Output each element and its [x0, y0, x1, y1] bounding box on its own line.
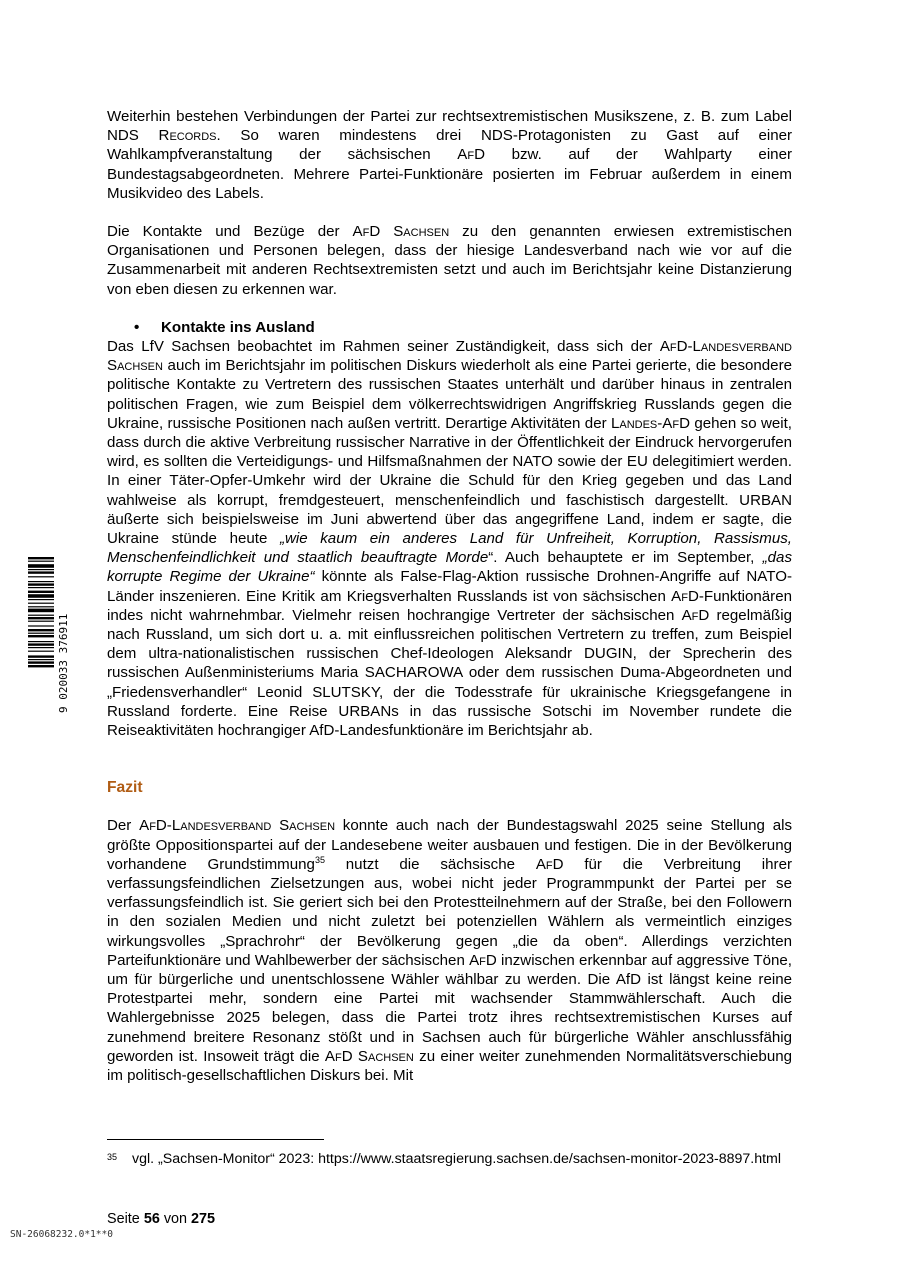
document-id: SN-26068232.0*1**0: [10, 1229, 113, 1240]
heading-kontakte-ausland: • Kontakte ins Ausland: [134, 318, 315, 336]
footnote-number: 35: [107, 1152, 118, 1162]
barcode-bar: [28, 591, 54, 593]
barcode-bar: [28, 641, 54, 642]
barcode-bar: [28, 643, 54, 645]
barcode-bar: [28, 651, 54, 652]
barcode-bar: [28, 621, 54, 622]
barcode-bar: [28, 655, 54, 657]
barcode-bar: [28, 599, 54, 600]
barcode-bar: [28, 647, 54, 648]
barcode-bar: [28, 615, 54, 616]
barcode-icon: [28, 555, 70, 715]
barcode-bar: [28, 625, 54, 626]
paragraph-music-scene: Weiterhin bestehen Verbindungen der Partei zur rechtsextremistischen Musikszene, z. B. zum Label NDS Records. So waren mindestens drei NDS-Protagonisten zu Gast auf einer Wahlkampfveranstaltung der sächsischen AfD bzw. auf der Wahlparty einer Bundestagsabgeordneten. Mehrere Partei-Funktionäre posierten im Februar außerdem in einem Musikvideo des Labels.: [107, 108, 793, 202]
heading-fazit: Fazit: [107, 779, 143, 797]
footnote-reference[interactable]: 35: [314, 854, 325, 865]
barcode-bar: [28, 635, 54, 637]
barcode-bar: [28, 609, 54, 613]
barcode-bar: [28, 583, 54, 585]
main-text: [107, 107, 792, 1085]
paragraph-contacts: Die Kontakte und Bezüge der AfD Sachsen zu den genannten erwiesen extremistischen Organisationen und Personen belegen, dass der hiesige Landesverband nach wie vor auf die Zusammenarbeit mit anderen Rechtsextremisten setzt und auch im Berichtsjahr keine Distanzierung von eben diesen zu erkennen war.: [107, 223, 792, 298]
barcode-bar: [28, 606, 54, 607]
footnote: [107, 1150, 792, 1169]
barcode-bar: [28, 564, 54, 568]
paragraph-fazit: Der AfD-Landesverband Sachsen konnte auch nach der Bundestagswahl 2025 seine Stellung als größte Oppositionspartei auf der Landesebene weiter ausbauen und festigen. Die in der Bevölkerung vorhandene Grundstimmung$^{35}$ nutzt die sächsische AfD für die Verbreitung ihrer verfassungsfeindlichen Zielsetzungen aus, wobei nicht jeder Programmpunkt der Partei per se verfassungsfeindlich ist. Sie geriert sich bei den Protestteilnehmern auf der Straße, bei den Followern in den sozialen Medien und nicht zuletzt bei potenziellen Wählern als vermeintlich einziges wirkungsvolles „Sprachrohr“ der Bevölkerung gegen „die da oben“. Allerdings verzichten Parteifunktionäre und Wahlbewerber der sächsischen AfD inzwischen erkennbar auf aggressive Töne, um für bürgerliche und unentschlossene Wähler wählbar zu werden. Die AfD ist längst keine reine Protestpartei mehr, sondern eine Partei mit wachsender Stammwählerschaft. Auch die Wahlergebnisse 2025 belegen, dass die Partei trotz ihres rechtsextremistischen Kurses auf zunehmend breitere Resonanz stößt und in Sachsen auch für bürgerliche Wähler anschlussfähig geworden ist. Insoweit trägt die AfD Sachsen zu einer weiter zunehmenden Normalitätsverschiebung im politisch-gesellschaftlichen Diskurs bei. Mit: [107, 817, 793, 1084]
barcode-bar: [28, 659, 54, 660]
barcode-bar: [28, 581, 54, 582]
barcode-bar: [28, 571, 54, 573]
bullet-icon: •: [134, 318, 140, 336]
barcode-bar: [28, 665, 54, 667]
barcode-bar: [28, 661, 54, 663]
barcode-bar: [28, 561, 54, 562]
barcode-bar: [28, 557, 54, 559]
barcode-bar: [28, 587, 54, 588]
barcode-bar: [28, 603, 54, 604]
footnote-divider: [107, 1139, 324, 1140]
barcode-bar: [28, 569, 54, 570]
barcode-bar: [28, 617, 54, 619]
paragraph-ausland: Das LfV Sachsen beobachtet im Rahmen seiner Zuständigkeit, dass sich der AfD-Landesverband Sachsen auch im Berichtsjahr im politischen Diskurs wiederholt als eine Partei gerierte, die besondere politische Kontakte zu Vertretern des russischen Staates unterhält und darüber hinaus in zentralen politischen Fragen, wie zum Beispiel dem völkerrechtswidrigen Angriffskrieg Russlands gegen die Ukraine, russische Positionen nach außen vertritt. Derartige Aktivitäten der Landes-AfD gehen so weit, dass durch die aktive Verbreitung russischer Narrative in der Öffentlichkeit der Eindruck hervorgerufen wird, es sollten die Verteidigungs- und Hilfsmaßnahmen der NATO sowie der EU delegitimiert werden. In einer Täter-Opfer-Umkehr wird der Ukraine die Schuld für den Krieg gegeben und das Land wahlweise als korrupt, fremdgesteuert, menschenfeindlich und faschistisch dargestellt. URBAN äußerte sich beispielsweise im Juni abwertend über das angegriffene Land, indem er sagte, die Ukraine stünde heute „wie kaum ein anderes Land für Unfreiheit, Korruption, Rassismus, Menschenfeindlichkeit und staatlich beauftragte Morde“. Auch behauptete er im September, „das korrupte Regime der Ukraine“ könnte als False-Flag-Aktion russische Drohnen-Angriffe auf NATO-Länder inszenieren. Eine Kritik am Kriegsverhalten Russlands ist von sächsischen AfD-Funktionären indes nicht wahrnehmbar. Vielmehr reisen hochrangige Vertreter der sächsischen AfD regelmäßig nach Russland, um sich dort u. a. mit einflussreichen politischen Vertretern zu treffen, zum Beispiel dem ultra-nationalistischen russischen Chef-Ideologen Aleksandr DUGIN, der Sprecherin des russischen Außenministeriums Maria SACHAROWA oder dem russischen Duma-Abgeordneten und „Friedensverhandler“ Leonid SLUTSKY, der die Todesstrafe für ukrainische Kriegsgefangene in Russland forderte. Eine Reise URBANs in das russische Sotschi im November rundete die Reiseaktivitäten hochrangiger AfD-Landesfunktionäre im Berichtsjahr ab.: [107, 338, 792, 740]
barcode-bar: [28, 633, 54, 634]
page-number: Seite 56 von 275: [107, 1211, 216, 1227]
barcode-digits: 9 020033 376911: [57, 613, 70, 713]
barcode-bar: [28, 629, 54, 631]
barcode-bar: [28, 576, 54, 577]
footnote-text: vgl. „Sachsen-Monitor“ 2023: https://www.staatsregierung.sachsen.de/sachsen-monitor-2023-8897.html: [132, 1151, 782, 1167]
barcode-bar: [28, 594, 54, 598]
